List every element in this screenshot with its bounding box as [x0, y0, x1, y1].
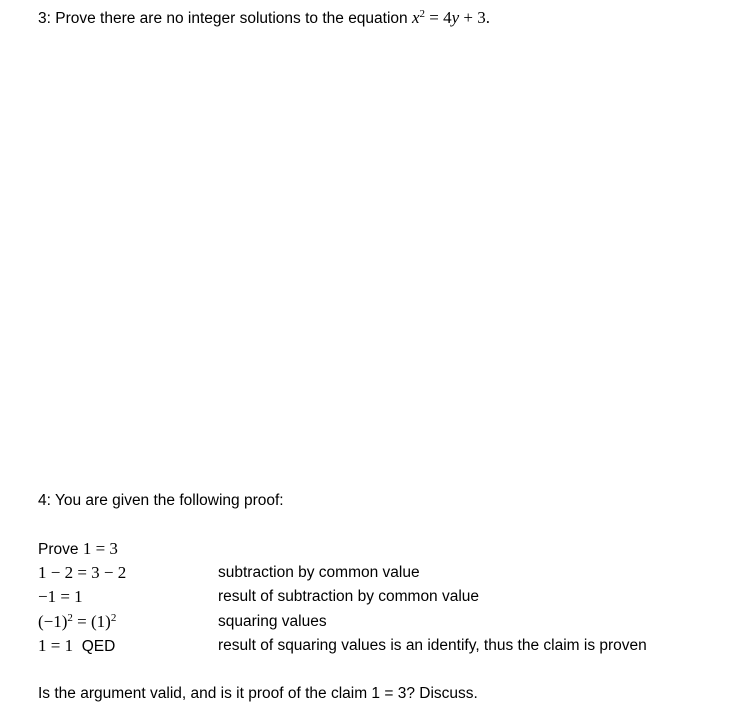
proof-step-equation: −1 = 1 — [38, 587, 83, 606]
prove-claim: 1 = 3 — [82, 539, 118, 558]
proof-step-equation: 1 − 2 = 3 − 2 — [38, 563, 127, 582]
proof-step-reason: result of subtraction by common value — [218, 588, 480, 605]
proof-step — [38, 586, 718, 608]
proof-step-reason: squaring values — [218, 613, 327, 630]
proof-step — [38, 611, 718, 633]
proof-step-equation: $(-1)^2 = (1)^2$ — [38, 612, 117, 631]
proof-step — [38, 562, 718, 584]
discussion-question: Is the argument valid, and is it proof of the claim 1 = 3? Discuss. — [38, 685, 478, 702]
proof-step-equation: 1 = 1 QED — [38, 636, 116, 655]
question-4-intro: 4: You are given the following proof: — [38, 492, 284, 509]
proof-step-reason: subtraction by common value — [218, 564, 420, 581]
proof-step-reason: result of squaring values is an identify, thus the claim is proven — [218, 637, 647, 654]
proof-step — [38, 635, 718, 657]
question-3-equation: $x^2 = 4y + 3$. — [411, 8, 490, 27]
prove-statement: Prove 1 = 3 — [38, 539, 118, 558]
question-3 — [38, 8, 490, 29]
question-3-text: 3: Prove there are no integer solutions to the equation — [38, 10, 412, 27]
